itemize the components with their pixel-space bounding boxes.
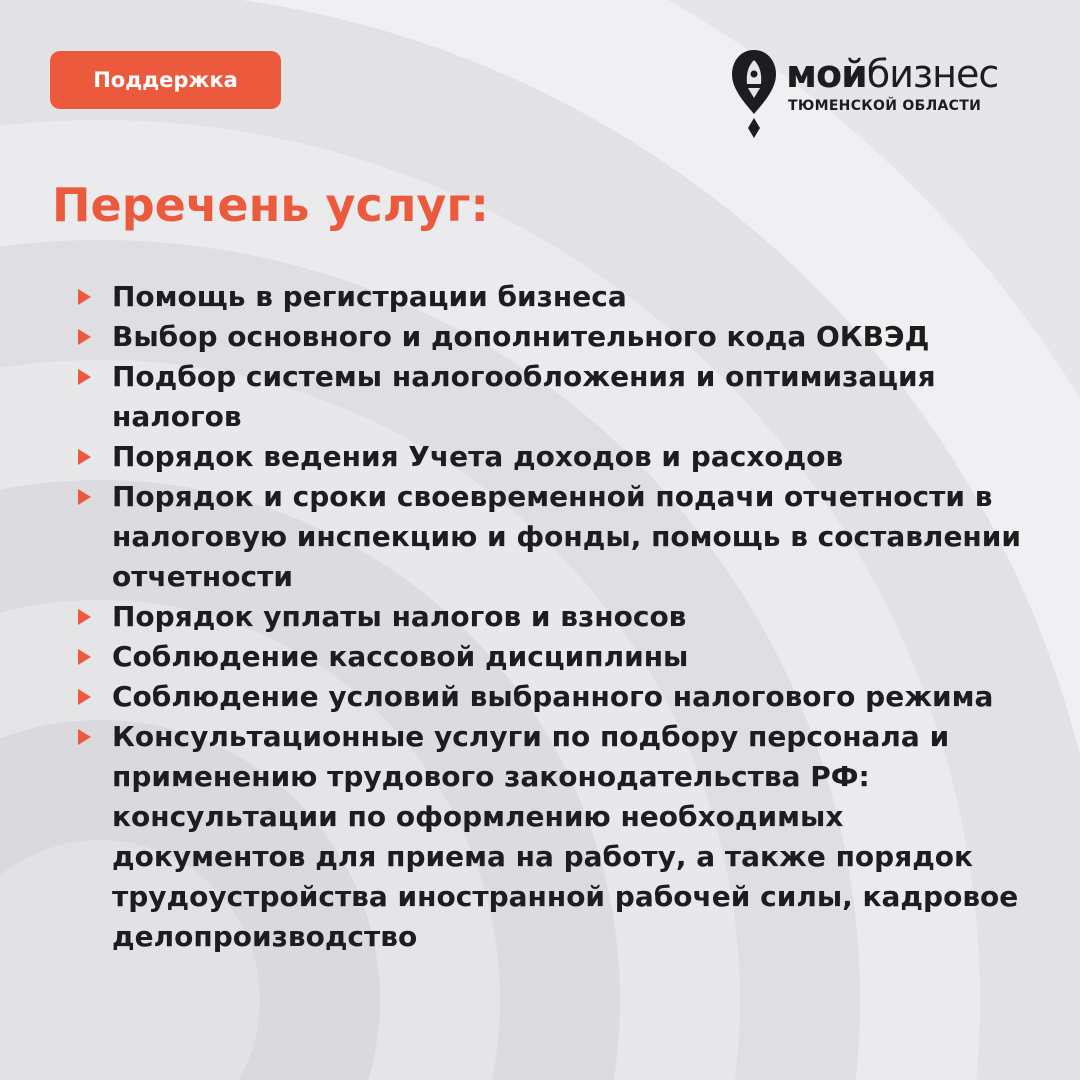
service-item [72, 677, 1032, 717]
service-item [72, 477, 1032, 597]
service-item-text: Соблюдение кассовой дисциплины [112, 640, 689, 673]
service-item-text: Помощь в регистрации бизнеса [112, 280, 627, 313]
triangle-right-icon [78, 489, 91, 505]
service-item-text: Порядок и сроки своевременной подачи отчетности в налоговую инспекцию и фонды, помощь в составлении отчетности [112, 480, 1022, 593]
service-item [72, 437, 1032, 477]
rocket-pin-icon [730, 48, 778, 140]
support-badge-label: Поддержка [93, 68, 238, 92]
service-item [72, 717, 1032, 957]
triangle-right-icon [78, 289, 91, 305]
triangle-right-icon [78, 729, 91, 745]
service-item-text: Консультационные услуги по подбору персонала и применению трудового законодательства РФ: консультации по оформлению необходимых документов для приема на работу, а также порядок трудоустройства иностранной рабочей силы, кадровое делопроизводство [112, 720, 1019, 953]
service-item [72, 597, 1032, 637]
triangle-right-icon [78, 329, 91, 345]
brand-logo [730, 48, 1040, 143]
service-item-text: Подбор системы налогообложения и оптимизация налогов [112, 360, 936, 433]
triangle-right-icon [78, 609, 91, 625]
logo-subtitle: ТЮМЕНСКОЙ ОБЛАСТИ [788, 98, 982, 114]
service-item-text: Соблюдение условий выбранного налогового режима [112, 680, 994, 713]
service-item [72, 277, 1032, 317]
service-item [72, 357, 1032, 437]
service-item-text: Порядок уплаты налогов и взносов [112, 600, 687, 633]
service-item-text: Выбор основного и дополнительного кода ОКВЭД [112, 320, 930, 353]
logo-wordmark: мойбизнес [786, 52, 999, 96]
service-item-text: Порядок ведения Учета доходов и расходов [112, 440, 844, 473]
service-item [72, 317, 1032, 357]
services-list [72, 277, 1032, 957]
page-title: Перечень услуг: [52, 178, 489, 232]
support-badge [50, 51, 281, 109]
triangle-right-icon [78, 649, 91, 665]
triangle-right-icon [78, 449, 91, 465]
triangle-right-icon [78, 689, 91, 705]
service-item [72, 637, 1032, 677]
triangle-right-icon [78, 369, 91, 385]
